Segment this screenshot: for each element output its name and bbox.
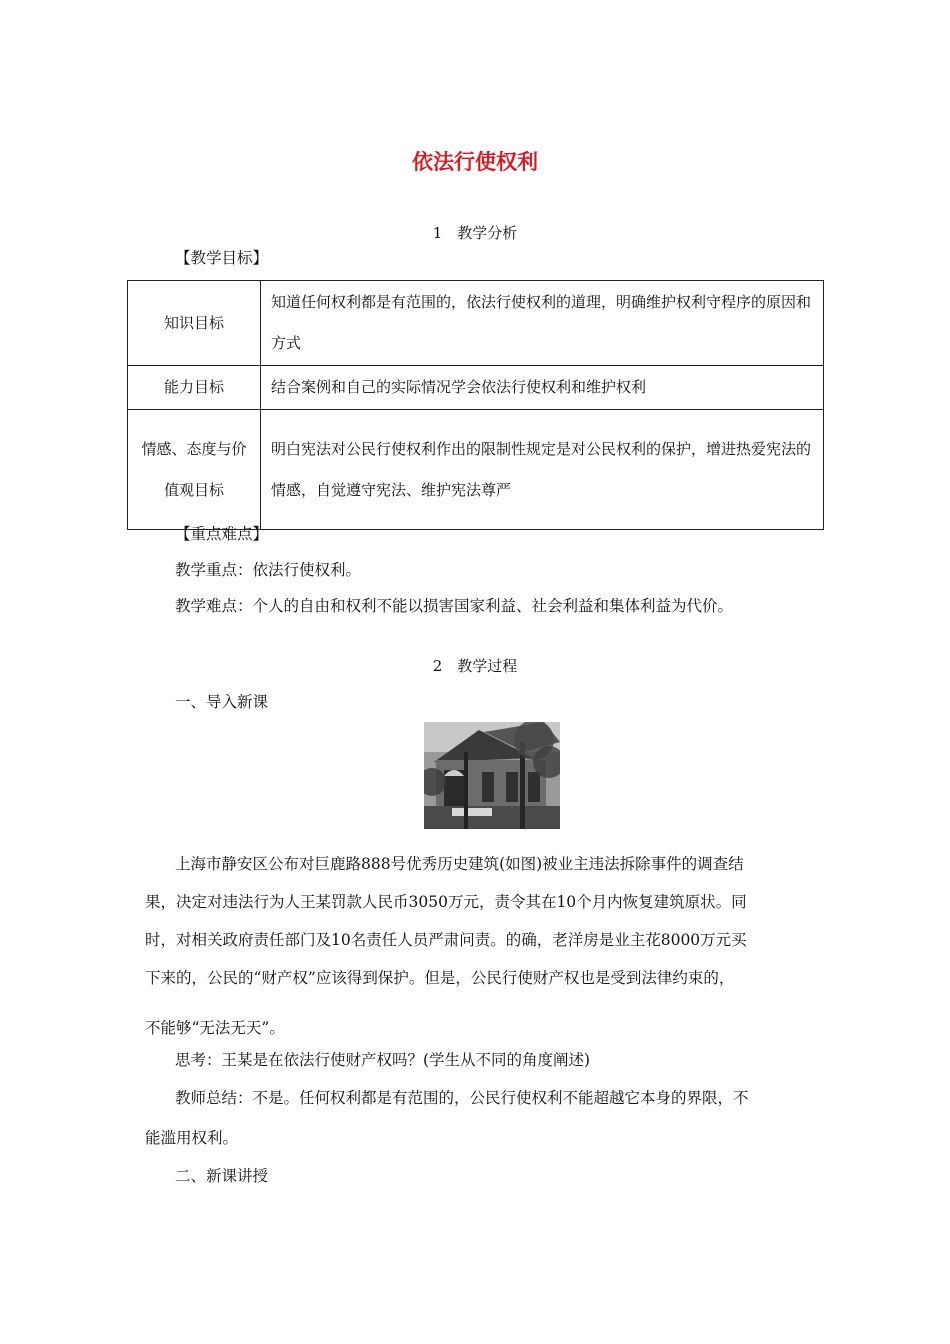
section-teaching-process: 2 教学过程 xyxy=(432,657,518,675)
teacher-summary-line: 能滥用权利。 xyxy=(145,1129,239,1147)
key-difficult-header: 【重点难点】 xyxy=(175,525,269,543)
goal-content: 明白宪法对公民行使权利作出的限制性规定是对公民权利的保护，增进热爱宪法的情感，自觉遵守宪法、维护宪法尊严 xyxy=(261,410,824,530)
historic-building-photo xyxy=(424,722,560,829)
goal-label: 情感、态度与价值观目标 xyxy=(128,410,261,530)
goal-content: 知道任何权利都是有范围的，依法行使权利的道理，明确维护权利守程序的原因和方式 xyxy=(261,281,824,366)
case-paragraph-line: 果，决定对违法行为人王某罚款人民币3050万元，责令其在10个月内恢复建筑原状。同 xyxy=(145,893,747,911)
part-intro-new-lesson: 一、导入新课 xyxy=(175,693,269,711)
difficult-point: 教学难点：个人的自由和权利不能以损害国家利益、社会利益和集体利益为代价。 xyxy=(175,597,734,615)
table-row xyxy=(128,410,824,530)
case-paragraph-line: 上海市静安区公布对巨鹿路888号优秀历史建筑(如图)被业主违法拆除事件的调查结 xyxy=(175,855,744,873)
document-title: 依法行使权利 xyxy=(412,150,538,174)
table-row xyxy=(128,281,824,366)
case-paragraph-line: 下来的，公民的“财产权”应该得到保护。但是，公民行使财产权也是受到法律约束的， xyxy=(145,969,735,987)
teacher-summary-line: 教师总结：不是。任何权利都是有范围的，公民行使权利不能超越它本身的界限，不 xyxy=(175,1089,749,1107)
goals-header: 【教学目标】 xyxy=(175,249,269,267)
section-teaching-analysis: 1 教学分析 xyxy=(432,224,518,242)
case-paragraph-line: 不能够“无法无天”。 xyxy=(145,1019,285,1037)
goal-content: 结合案例和自己的实际情况学会依法行使权利和维护权利 xyxy=(261,366,824,410)
key-point: 教学重点：依法行使权利。 xyxy=(175,561,362,579)
case-paragraph-line: 时，对相关政府责任部门及10名责任人员严肃问责。的确，老洋房是业主花8000万元买 xyxy=(145,931,747,949)
goals-table xyxy=(127,280,824,530)
goal-label: 能力目标 xyxy=(128,366,261,410)
thinking-question: 思考：王某是在依法行使财产权吗？(学生从不同的角度阐述) xyxy=(175,1051,591,1069)
table-row xyxy=(128,366,824,410)
part-new-lesson: 二、新课讲授 xyxy=(175,1167,269,1185)
goal-label: 知识目标 xyxy=(128,281,261,366)
